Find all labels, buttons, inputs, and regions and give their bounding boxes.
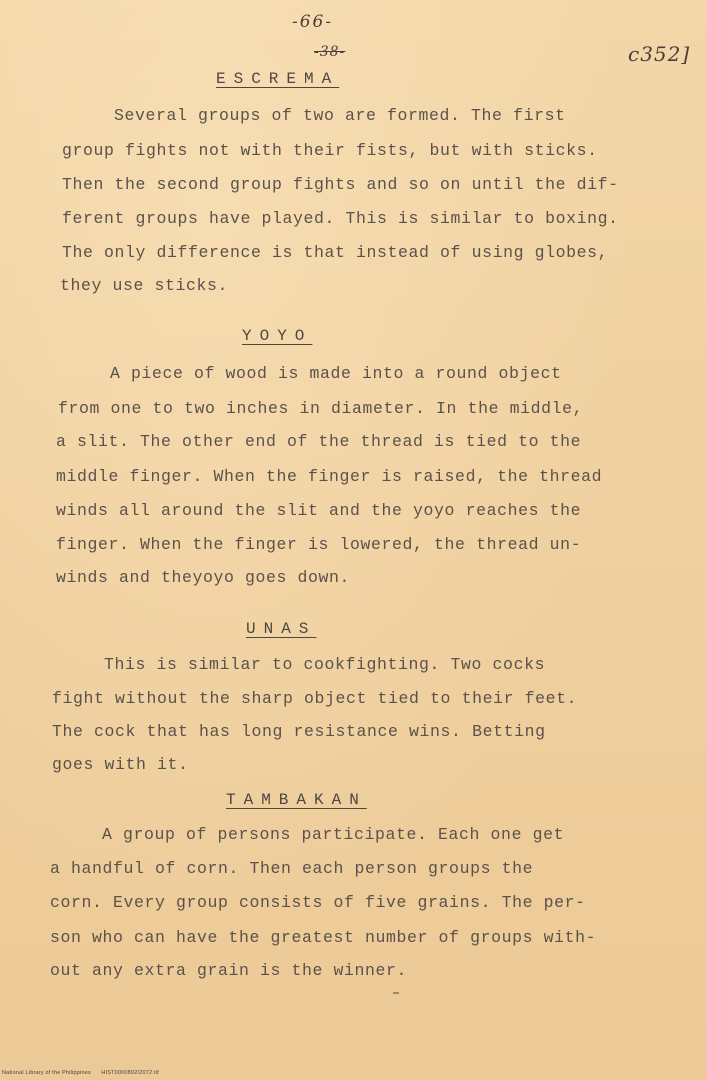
section-heading-yoyo: YOYO	[242, 327, 313, 345]
text-line: a slit. The other end of the thread is tied to the	[56, 432, 582, 451]
text-line: fight without the sharp object tied to their feet.	[52, 689, 578, 708]
text-line: This is similar to cookfighting. Two cocks	[104, 655, 546, 674]
old-page-number: -38-	[314, 44, 346, 60]
text-line: The cock that has long resistance wins. Betting	[52, 722, 546, 741]
text-line: A piece of wood is made into a round object	[110, 364, 562, 383]
page-number: -66-	[292, 12, 334, 32]
footer-file: HIST0000892/2072.tif	[101, 1070, 159, 1076]
text-line: a handful of corn. Then each person groups the	[50, 859, 534, 878]
section-heading-tambakan: TAMBAKAN	[226, 791, 367, 809]
text-line: corn. Every group consists of five grains. The per-	[50, 893, 586, 912]
text-line: group fights not with their fists, but with sticks.	[62, 141, 598, 160]
archive-footer	[2, 1070, 159, 1076]
text-line: goes with it.	[52, 755, 189, 774]
text-line: out any extra grain is the winner.	[50, 961, 408, 980]
text-line: A group of persons participate. Each one get	[102, 825, 565, 844]
text-line: ferent groups have played. This is similar to boxing.	[62, 209, 619, 228]
ink-speck	[393, 992, 399, 994]
text-line: they use sticks.	[60, 276, 229, 295]
text-line: Several groups of two are formed. The first	[114, 106, 566, 125]
text-line: finger. When the finger is lowered, the thread un-	[56, 535, 582, 554]
footer-library: National Library of the Philippines	[2, 1070, 91, 1076]
text-line: Then the second group fights and so on until the dif-	[62, 175, 619, 194]
text-line: middle finger. When the finger is raised, the thread	[56, 467, 603, 486]
reference-number: c352]	[628, 42, 691, 66]
text-line: winds all around the slit and the yoyo reaches the	[56, 501, 582, 520]
section-heading-escrema: ESCREMA	[216, 70, 340, 88]
section-heading-unas: UNAS	[246, 620, 317, 638]
text-line: son who can have the greatest number of groups with-	[50, 928, 597, 947]
text-line: The only difference is that instead of using globes,	[62, 243, 609, 262]
text-line: winds and theyoyo goes down.	[56, 568, 351, 587]
text-line: from one to two inches in diameter. In the middle,	[58, 399, 584, 418]
